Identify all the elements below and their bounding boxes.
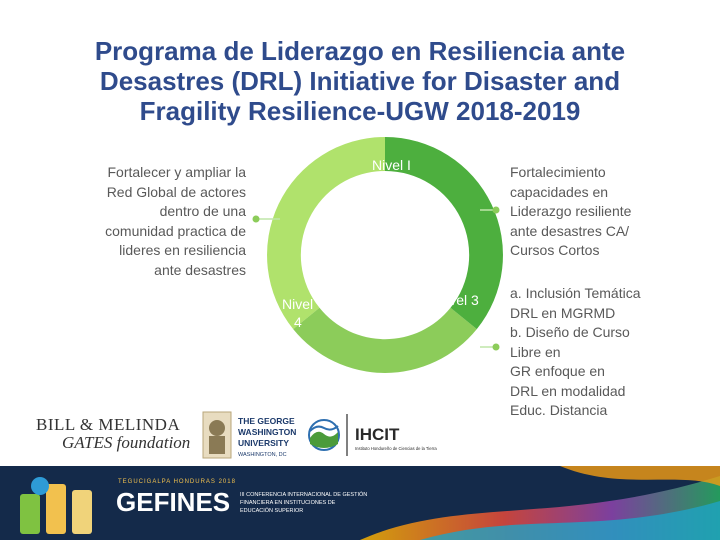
left-line: Fortalecer y ampliar la: [107, 164, 246, 180]
right-bottom-line: DRL en MGRMD: [510, 304, 616, 321]
right-top-line: Liderazgo resiliente: [510, 203, 632, 219]
right-top-line: capacidades en: [510, 183, 609, 200]
label-nivel-1: Nivel I: [372, 157, 411, 173]
left-line: dentro de una: [159, 203, 246, 219]
gwu-logo-line-3: UNIVERSITY: [238, 438, 290, 448]
label-nivel-4: [282, 295, 313, 331]
gates-logo-line-2: GATES foundation: [62, 433, 191, 452]
left-description: [71, 163, 246, 280]
right-bottom-line: Libre en: [510, 343, 561, 360]
ihcit-logo: [309, 414, 437, 456]
title-line-3: Fragility Resilience-UGW 2018-2019: [139, 96, 581, 126]
footer-sub-line-2: FINANCIERA EN INSTITUCIONES DE: [240, 500, 336, 506]
label-nivel-4-line-1: Nivel: [282, 296, 314, 312]
label-nivel-3: Nivel 3: [436, 292, 479, 308]
left-line: comunidad practica de: [105, 222, 246, 239]
right-bottom-line: b. Diseño de Curso: [510, 324, 630, 340]
footer-banner: [0, 466, 720, 540]
connector-dot-left: [253, 216, 260, 223]
segment-nivel-3: [293, 308, 477, 373]
right-bottom-line: DRL en modalidad: [510, 382, 626, 399]
ihcit-logo-name: IHCIT: [355, 425, 400, 444]
gwu-logo-line-4: WASHINGTON, DC: [238, 452, 287, 458]
left-line: ante desastres: [154, 261, 246, 278]
ihcit-logo-subtitle: Instituto Hondureño de Ciencias de la Tierra: [355, 446, 437, 451]
connector-dot-right-top: [493, 207, 500, 214]
gwu-logo: [203, 412, 296, 458]
title-line-1: Programa de Liderazgo en Resiliencia ante: [94, 36, 626, 66]
logos-row: [0, 404, 720, 466]
footer-brand: GEFINES: [116, 487, 231, 517]
connector-dot-right-bottom: [493, 344, 500, 351]
footer-sub-line-3: EDUCACIÓN SUPERIOR: [240, 508, 304, 514]
footer-kicker: TEGUCIGALPA HONDURAS 2018: [118, 479, 236, 485]
gates-foundation-logo: [36, 415, 190, 452]
coins-icon: [20, 477, 92, 534]
right-top-line: ante desastres CA/: [510, 222, 630, 239]
right-bottom-line: a. Inclusión Temática: [510, 285, 641, 301]
right-top-line: Fortalecimiento: [510, 164, 606, 180]
gwu-logo-line-1: THE GEORGE: [238, 416, 295, 426]
right-top-line: Cursos Cortos: [510, 242, 600, 258]
right-bottom-line: GR enfoque en: [510, 363, 605, 379]
right-bottom-description: [510, 284, 710, 421]
label-nivel-4-line-2: 4: [294, 314, 302, 330]
left-line: lideres en resiliencia: [119, 242, 246, 258]
right-top-description: [510, 163, 710, 261]
footer-graphic: [0, 466, 720, 540]
title-line-2: Desastres (DRL) Initiative for Disaster and: [99, 66, 621, 96]
left-line: Red Global de actores: [106, 183, 246, 200]
right-bottom-line: Educ. Distancia: [510, 402, 608, 418]
footer-sub-line-1: III CONFERENCIA INTERNACIONAL DE GESTIÓN: [240, 492, 368, 498]
gwu-logo-line-2: WASHINGTON: [238, 427, 297, 437]
gates-logo-line-1: BILL & MELINDA: [36, 415, 181, 434]
